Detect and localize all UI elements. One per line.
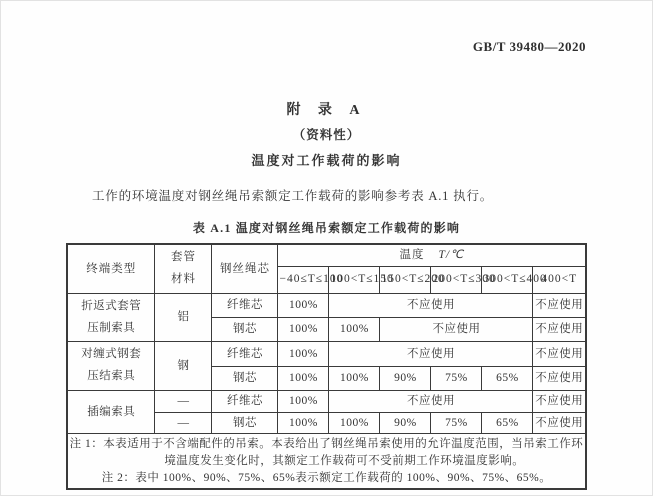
load-value: 65%: [482, 366, 533, 390]
load-value: 100%: [278, 412, 329, 434]
table-notes-row: [67, 434, 586, 490]
load-value: 100%: [278, 366, 329, 390]
table-header-row-1: [67, 244, 586, 266]
temp-range-5: 300<T≤400: [482, 266, 533, 293]
appendix-heading: 温度对工作载荷的影响: [251, 153, 402, 168]
terminal-type-flemish-pressed: [67, 342, 155, 391]
terminal-name-line1: 对缠式钢套: [81, 348, 142, 361]
load-value: 100%: [278, 342, 329, 366]
note-2: 注 2：表中 100%、90%、75%、65%表示额定工作载荷的 100%、90%、75%、65%。: [101, 471, 552, 484]
load-value: 100%: [278, 293, 329, 317]
load-value: 不应使用: [533, 342, 586, 366]
load-value: 100%: [278, 391, 329, 413]
temp-range-1: −40≤T≤100: [278, 266, 329, 293]
load-value: 不应使用: [533, 391, 586, 413]
body-paragraph: 工作的环境温度对钢丝绳吊索额定工作载荷的影响参考表 A.1 执行。: [92, 189, 494, 203]
load-value: 不应使用: [533, 412, 586, 434]
load-value: 100%: [329, 318, 380, 342]
table-row: [67, 391, 586, 413]
temp-range-2: 100<T≤150: [329, 266, 380, 293]
load-value: 100%: [278, 318, 329, 342]
col-header-sleeve-line2: 材料: [170, 272, 196, 285]
table-row: [67, 342, 586, 366]
material-aluminum: 铝: [155, 293, 212, 342]
col-header-temperature: [278, 244, 586, 266]
temp-range-6: 400<T: [533, 266, 586, 293]
core-type: 纤维芯: [212, 342, 278, 366]
load-value: 不应使用: [329, 391, 533, 413]
material-none: —: [155, 412, 212, 434]
load-value: 不应使用: [533, 293, 586, 317]
load-value: 65%: [482, 412, 533, 434]
load-value: 90%: [380, 412, 431, 434]
table-notes: [67, 434, 586, 490]
terminal-name-line2: 压结索具: [87, 370, 136, 383]
terminal-type-ferrule-pressed: [67, 293, 155, 342]
load-value: 75%: [431, 412, 482, 434]
material-none: —: [155, 391, 212, 413]
core-type: 钢芯: [212, 318, 278, 342]
appendix-title: 附 录 A: [286, 103, 367, 118]
load-value: 不应使用: [533, 318, 586, 342]
note-1: 注 1：本表适用于不含端配件的吊索。本表给出了钢丝绳吊索使用的允许温度范围，当吊索工作环境温度发生变化时，其额定工作载荷可不受前期工作环境温度影响。: [69, 438, 584, 468]
terminal-type-spliced: 插编索具: [67, 391, 155, 434]
core-type: 钢芯: [212, 412, 278, 434]
temperature-label: 温度: [399, 249, 425, 261]
col-header-terminal-type: 终端类型: [67, 244, 155, 293]
table-caption: 表 A.1 温度对钢丝绳吊索额定工作载荷的影响: [192, 221, 461, 235]
col-header-sleeve-material: [155, 244, 212, 293]
terminal-name-line2: 压制索具: [87, 321, 136, 334]
temperature-unit: T/℃: [438, 249, 464, 261]
core-type: 钢芯: [212, 366, 278, 390]
load-value: 90%: [380, 366, 431, 390]
load-value: 100%: [329, 366, 380, 390]
col-header-rope-core: 钢丝绳芯: [212, 244, 278, 293]
temp-range-4: 200<T≤300: [431, 266, 482, 293]
temp-range-3: 150<T≤200: [380, 266, 431, 293]
table-a1: [66, 243, 587, 490]
standard-number: GB/T 39480—2020: [472, 39, 586, 54]
core-type: 纤维芯: [212, 293, 278, 317]
core-type: 纤维芯: [212, 391, 278, 413]
load-value: 不应使用: [329, 342, 533, 366]
load-value: 75%: [431, 366, 482, 390]
terminal-name-line1: 折返式套管: [81, 299, 142, 312]
appendix-subtitle: （资料性）: [292, 128, 361, 142]
col-header-sleeve-line1: 套管: [170, 251, 196, 263]
load-value: 不应使用: [533, 366, 586, 390]
table-row: [67, 293, 586, 317]
load-value: 不应使用: [380, 318, 533, 342]
load-value: 100%: [329, 412, 380, 434]
material-steel: 钢: [155, 342, 212, 391]
load-value: 不应使用: [329, 293, 533, 317]
